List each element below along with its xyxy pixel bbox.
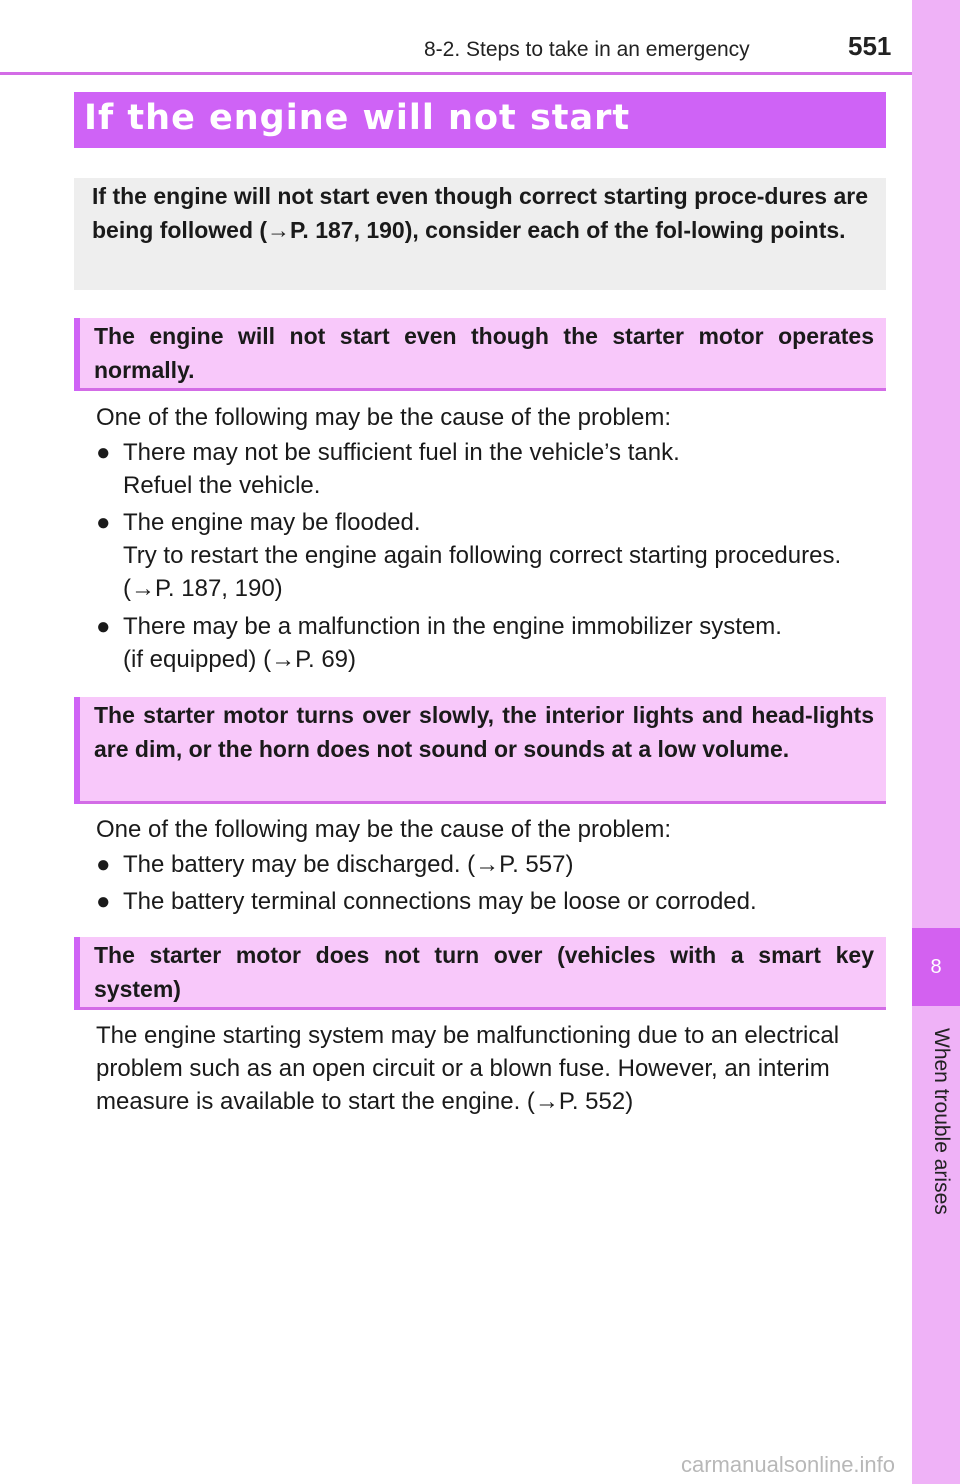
list-item [96,848,882,881]
list-item-text: The engine may be flooded. [123,509,421,536]
list-item-text: There may be a malfunction in the engine immobilizer system. [123,613,782,640]
section-heading-3 [74,937,886,1010]
page-title: If the engine will not start [84,98,631,138]
list-item [96,610,882,676]
header-rule [0,72,912,75]
section-lead: One of the following may be the cause of the problem: [96,816,672,843]
list-item [96,885,882,918]
list-item [96,506,882,605]
section-heading-2 [74,697,886,804]
bullet-icon: ● [96,509,111,536]
section-body: The engine starting system may be malfunctioning due to an electrical problem such as an open circuit or a blown fuse. However, an interim measure is available to start the engine. (→P. 552) [96,1022,840,1115]
list-item-note: Refuel the vehicle. [123,472,321,499]
chapter-title: When trouble arises [930,1028,953,1215]
list-item-note: Try to restart the engine again following correct starting procedures. (→P. 187, 190) [123,542,842,602]
page-number: 551 [848,31,892,61]
section-label: 8-2. Steps to take in an emergency [424,38,750,61]
bullet-icon: ● [96,851,111,878]
list-item-text: The battery may be discharged. (→P. 557) [123,851,574,878]
list-item-text: There may not be sufficient fuel in the vehicle’s tank. [123,439,680,466]
bullet-icon: ● [96,613,111,640]
section-heading-1 [74,318,886,391]
bullet-icon: ● [96,888,111,915]
list-item [96,436,882,502]
section-heading-text: The starter motor does not turn over (vehicles with a smart key system) [94,942,874,1002]
section-lead: One of the following may be the cause of the problem: [96,404,672,431]
page-title-bar [74,92,886,148]
list-item-text: The battery terminal connections may be loose or corroded. [123,888,757,915]
chapter-number-tab[interactable]: 8 [912,928,960,1006]
intro-text: If the engine will not start even though correct starting proce-dures are being followed (→P. 187, 190), consider each of the fol-lowing points. [92,183,868,243]
bullet-icon: ● [96,439,111,466]
chapter-side-tab [912,0,960,1484]
watermark: carmanualsonline.info [681,1452,896,1477]
section-heading-text: The starter motor turns over slowly, the interior lights and head-lights are dim, or the horn does not sound or sounds at a low volume. [94,702,874,762]
list-item-note: (if equipped) (→P. 69) [123,646,357,673]
intro-box [74,178,886,290]
section-heading-text: The engine will not start even though the starter motor operates normally. [94,323,874,383]
